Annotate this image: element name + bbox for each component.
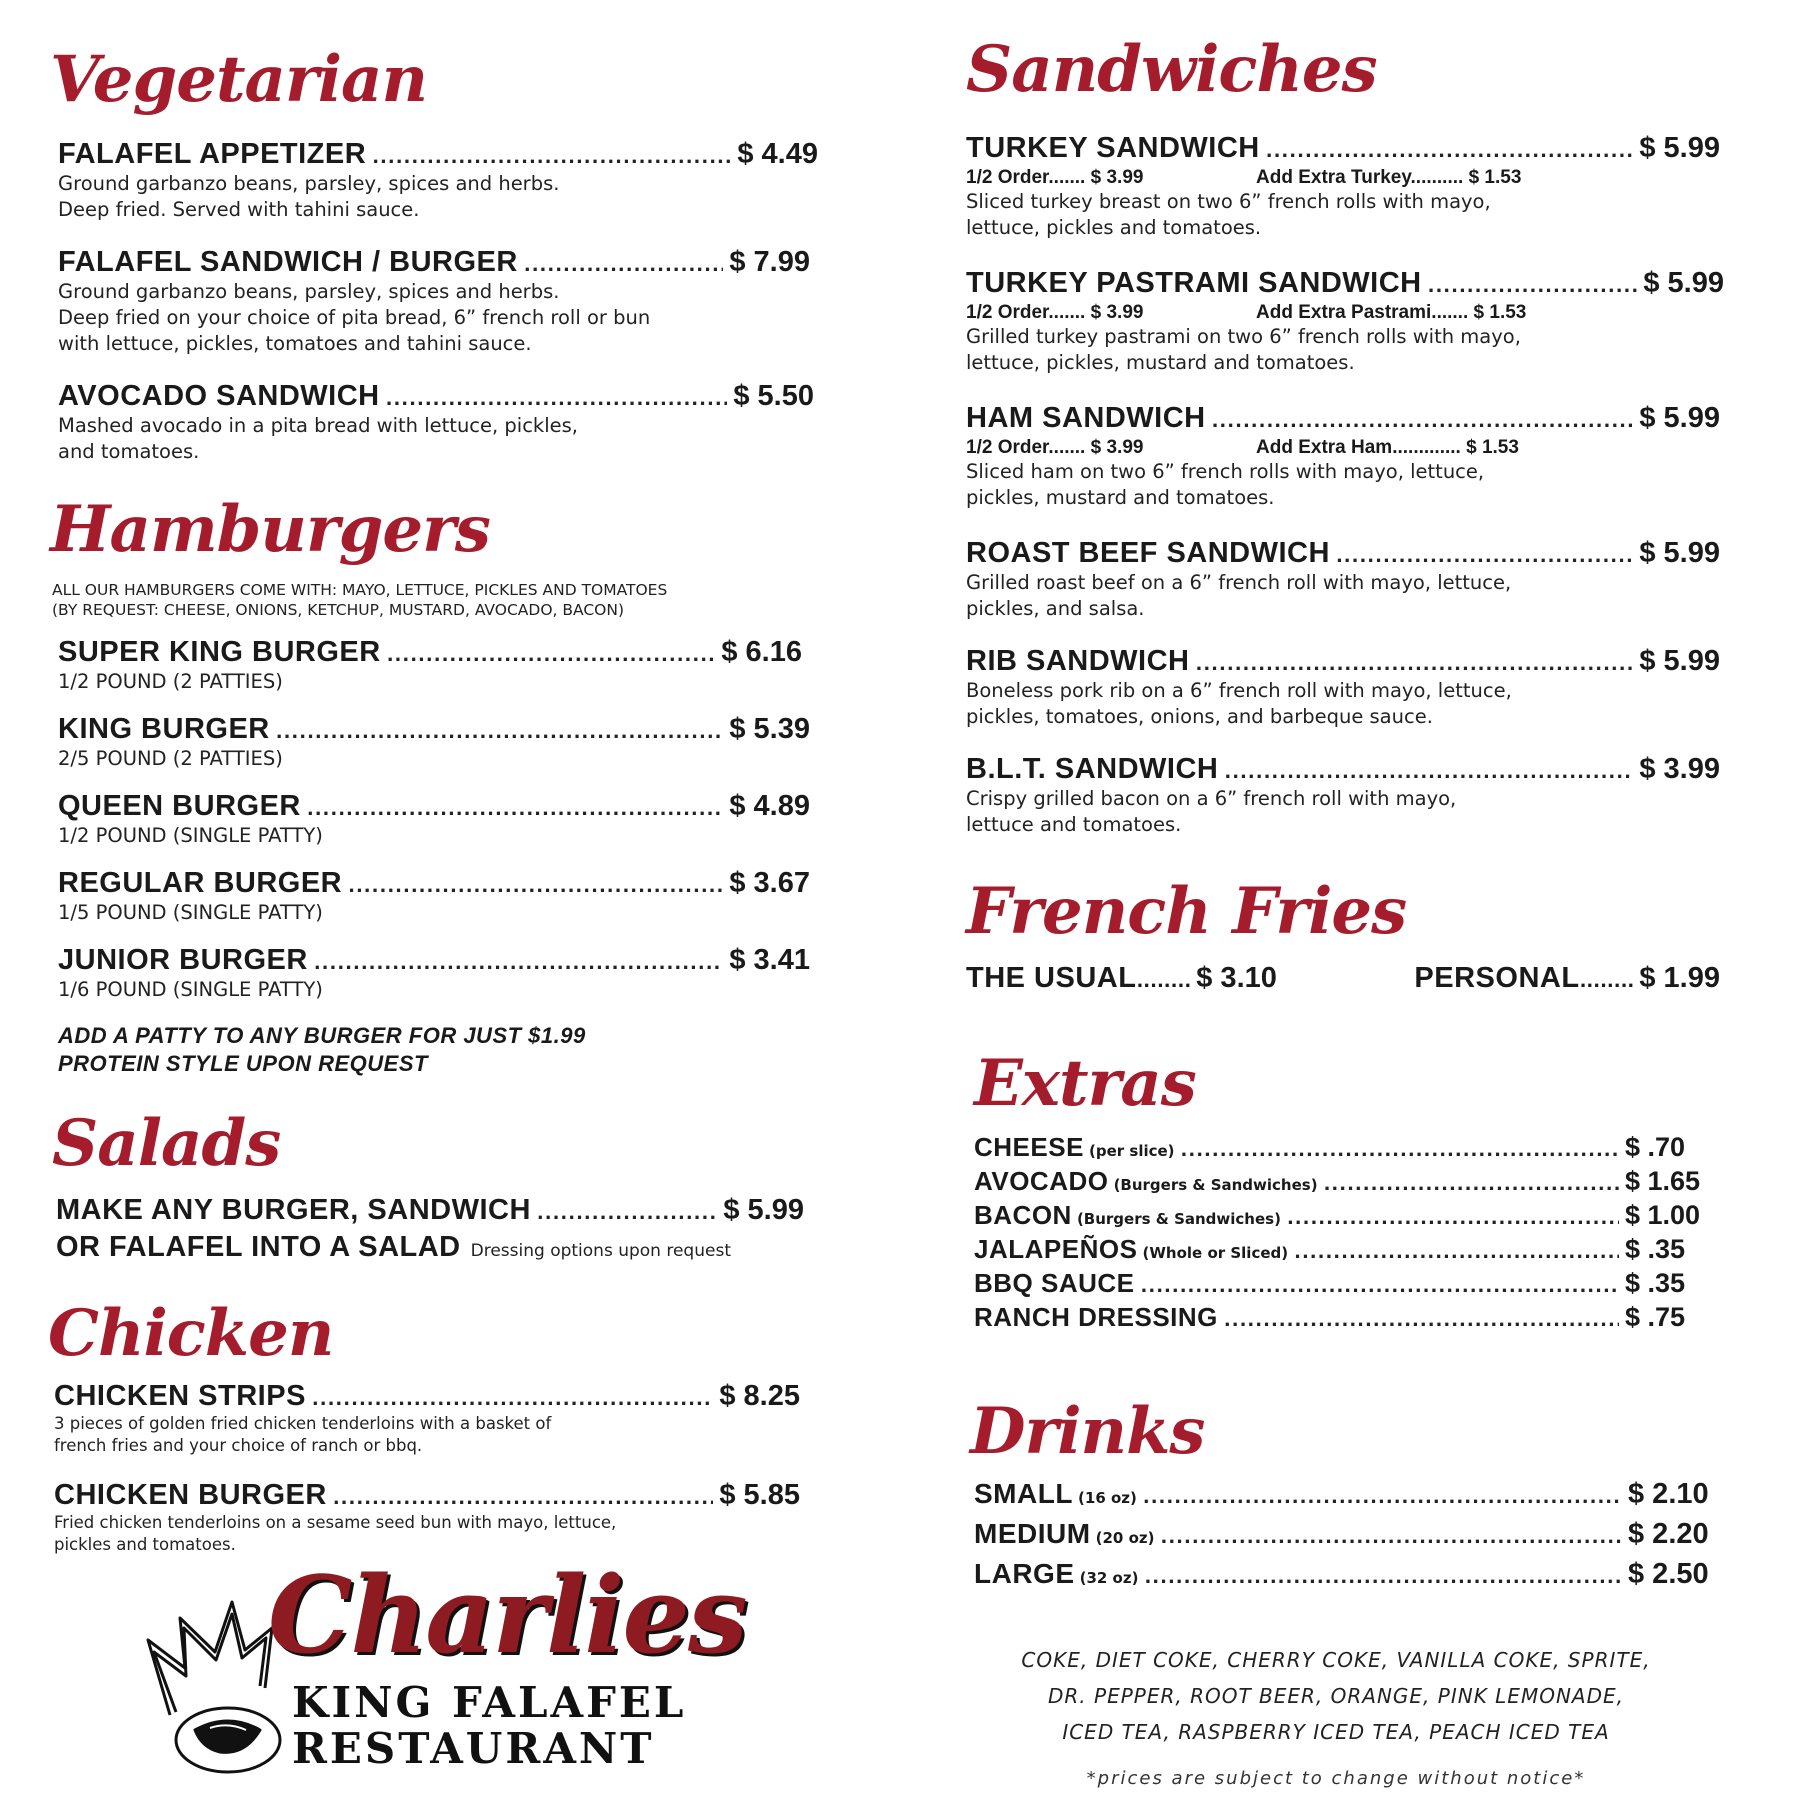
item-desc: 1/6 POUND (SINGLE PATTY) <box>58 978 323 1001</box>
drinks-title: Drinks <box>970 1394 1205 1469</box>
extra-price: $ 1.00 <box>1625 1200 1701 1230</box>
leader-dots <box>1224 1310 1619 1331</box>
item-price: $ 5.99 <box>723 1194 804 1226</box>
leader-dots <box>307 799 724 820</box>
menu-item-turkey-sandwich <box>966 132 1720 241</box>
drink-size: MEDIUM <box>974 1518 1091 1549</box>
extra-sub: (Whole or Sliced) <box>1142 1244 1289 1262</box>
item-price: $ 3.67 <box>729 867 810 899</box>
item-desc: Deep fried on your choice of pita bread, 6” french roll or bun <box>58 306 651 329</box>
item-name: KING BURGER <box>58 713 270 745</box>
extra-price: $ .75 <box>1625 1302 1686 1332</box>
leader-dots <box>1336 546 1633 567</box>
menu-item-chicken-burger <box>54 1479 800 1556</box>
dressing-note: Dressing options upon request <box>470 1241 731 1261</box>
item-desc: 2/5 POUND (2 PATTIES) <box>58 747 283 770</box>
leader-dots <box>1294 1242 1619 1263</box>
extra-name: JALAPEÑOS <box>974 1234 1138 1264</box>
menu-item-blt-sandwich <box>966 753 1720 838</box>
half-order-label: 1/2 Order....... <box>966 167 1086 188</box>
vegetarian-title: Vegetarian <box>50 42 428 117</box>
item-desc: pickles, and salsa. <box>966 597 1145 620</box>
menu-item-falafel-appetizer <box>58 138 818 223</box>
menu-item-roast-beef-sandwich <box>966 537 1720 622</box>
half-order-label: 1/2 Order....... <box>966 302 1086 323</box>
leader-dots <box>386 389 728 410</box>
item-price: $ 5.39 <box>729 713 810 745</box>
item-price: $ 4.49 <box>737 138 818 170</box>
extra-sub: (Burgers & Sandwiches) <box>1113 1176 1318 1194</box>
drink-item <box>974 1518 1728 1558</box>
fries-prices <box>966 962 1720 995</box>
salads-title: Salads <box>52 1106 281 1181</box>
menu-item-regular-burger <box>58 867 810 926</box>
item-price: $ 5.99 <box>1639 402 1720 434</box>
leader-dots <box>1160 1527 1622 1548</box>
half-order-price: $ 3.99 <box>1090 167 1144 188</box>
item-desc: Ground garbanzo beans, parsley, spices and herbs. <box>58 280 560 303</box>
extra-label: Add Extra Turkey.......... <box>1256 167 1464 188</box>
item-desc: lettuce and tomatoes. <box>966 813 1182 836</box>
leader-dots <box>1143 1487 1622 1508</box>
menu-item-super-king-burger <box>58 636 802 695</box>
note-line: (BY REQUEST: CHEESE, ONIONS, KETCHUP, MUSTARD, AVOCADO, BACON) <box>52 601 625 619</box>
item-desc: Mashed avocado in a pita bread with lettuce, pickles, <box>58 414 578 437</box>
menu-item-avocado-sandwich <box>58 380 814 465</box>
item-price: $ 5.99 <box>1639 645 1720 677</box>
menu-item-king-burger <box>58 713 810 772</box>
item-name: QUEEN BURGER <box>58 790 301 822</box>
logo-line2: RESTAURANT <box>292 1724 655 1773</box>
item-desc: 1/2 POUND (SINGLE PATTY) <box>58 824 323 847</box>
chicken-title: Chicken <box>48 1296 334 1371</box>
extra-name: RANCH DRESSING <box>974 1302 1218 1332</box>
half-order-label: 1/2 Order....... <box>966 437 1086 458</box>
leader-dots <box>1144 1567 1622 1588</box>
item-name: RIB SANDWICH <box>966 645 1190 677</box>
item-price: $ 5.99 <box>1639 132 1720 164</box>
half-order-price: $ 3.99 <box>1090 437 1144 458</box>
extra-price: $ .35 <box>1625 1234 1686 1264</box>
item-desc: 3 pieces of golden fried chicken tenderloins with a basket of <box>54 1414 552 1433</box>
logo-wordmark: Charlies <box>268 1552 746 1677</box>
fries-personal-price: $ 1.99 <box>1639 962 1720 994</box>
leader-dots: ........ <box>1136 971 1192 992</box>
drink-oz: (32 oz) <box>1079 1569 1139 1587</box>
item-desc: and tomatoes. <box>58 440 200 463</box>
extra-item <box>974 1268 1720 1302</box>
leader-dots <box>1212 411 1634 432</box>
item-name: REGULAR BURGER <box>58 867 343 899</box>
drinks-list <box>974 1478 1728 1598</box>
burger-promo <box>58 1022 586 1078</box>
menu-item-falafel-sandwich <box>58 246 810 357</box>
menu-item-queen-burger <box>58 790 810 849</box>
menu-item-rib-sandwich <box>966 645 1720 730</box>
item-desc: with lettuce, pickles, tomatoes and tahini sauce. <box>58 332 532 355</box>
order-options <box>966 302 1724 324</box>
leader-dots <box>1266 141 1634 162</box>
extra-name: BBQ SAUCE <box>974 1268 1135 1298</box>
order-options <box>966 167 1720 189</box>
extra-name: AVOCADO <box>974 1166 1109 1196</box>
item-price: $ 6.16 <box>721 636 802 668</box>
fries-usual-price: $ 3.10 <box>1196 962 1277 994</box>
drink-price: $ 2.10 <box>1628 1478 1709 1510</box>
leader-dots <box>537 1203 717 1224</box>
leader-dots <box>312 1389 713 1410</box>
item-price: $ 5.50 <box>733 380 814 412</box>
item-price: $ 5.99 <box>1643 267 1724 299</box>
item-name: ROAST BEEF SANDWICH <box>966 537 1330 569</box>
extras-title: Extras <box>974 1046 1196 1121</box>
item-name: CHICKEN STRIPS <box>54 1380 306 1412</box>
item-name-line2: OR FALAFEL INTO A SALAD <box>56 1231 461 1263</box>
extra-item <box>974 1200 1720 1234</box>
item-price: $ 5.85 <box>719 1479 800 1511</box>
extra-item <box>974 1166 1720 1200</box>
item-desc: Ground garbanzo beans, parsley, spices and herbs. <box>58 172 560 195</box>
price-disclaimer: *prices are subject to change without notice* <box>1086 1768 1586 1789</box>
leader-dots <box>372 147 731 168</box>
leader-dots <box>387 645 716 666</box>
item-name: SUPER KING BURGER <box>58 636 381 668</box>
item-price: $ 7.99 <box>729 246 810 278</box>
item-desc: pickles and tomatoes. <box>54 1535 236 1554</box>
drink-size: LARGE <box>974 1558 1075 1589</box>
leader-dots <box>1196 654 1634 675</box>
item-desc: pickles, mustard and tomatoes. <box>966 486 1275 509</box>
item-name: TURKEY SANDWICH <box>966 132 1260 164</box>
logo-line1: KING FALAFEL <box>292 1678 687 1727</box>
drink-price: $ 2.50 <box>1628 1558 1709 1590</box>
item-desc: Deep fried. Served with tahini sauce. <box>58 198 420 221</box>
menu-item-salad <box>56 1194 804 1264</box>
item-name: AVOCADO SANDWICH <box>58 380 380 412</box>
item-price: $ 4.89 <box>729 790 810 822</box>
leader-dots <box>314 953 724 974</box>
extra-label: Add Extra Pastrami....... <box>1256 302 1469 323</box>
drink-oz: (20 oz) <box>1095 1529 1155 1547</box>
item-desc: lettuce, pickles, mustard and tomatoes. <box>966 351 1355 374</box>
leader-dots <box>1287 1208 1619 1229</box>
item-name: HAM SANDWICH <box>966 402 1206 434</box>
restaurant-logo <box>140 1552 760 1780</box>
extra-price: $ .35 <box>1625 1268 1686 1298</box>
note-line: ALL OUR HAMBURGERS COME WITH: MAYO, LETTUCE, PICKLES AND TOMATOES <box>52 581 668 599</box>
extra-price: $ 1.53 <box>1466 437 1519 458</box>
extras-list <box>974 1132 1720 1336</box>
item-desc: lettuce, pickles and tomatoes. <box>966 216 1262 239</box>
leader-dots <box>1224 762 1633 783</box>
hamburgers-note <box>52 580 667 620</box>
leader-dots <box>348 876 723 897</box>
item-desc: pickles, tomatoes, onions, and barbeque sauce. <box>966 705 1433 728</box>
menu-item-chicken-strips <box>54 1380 800 1457</box>
item-desc: french fries and your choice of ranch or bbq. <box>54 1436 423 1455</box>
leader-dots <box>333 1488 714 1509</box>
promo-line: PROTEIN STYLE UPON REQUEST <box>58 1051 428 1076</box>
promo-line: ADD A PATTY TO ANY BURGER FOR JUST $1.99 <box>58 1023 586 1048</box>
item-name: B.L.T. SANDWICH <box>966 753 1219 785</box>
fries-personal-label: PERSONAL <box>1414 962 1580 994</box>
item-name: FALAFEL SANDWICH / BURGER <box>58 246 518 278</box>
menu-item-ham-sandwich <box>966 402 1720 511</box>
leader-dots: ........ <box>1579 971 1635 992</box>
extra-item <box>974 1302 1720 1336</box>
french-fries-title: French Fries <box>966 874 1407 949</box>
drink-flavors <box>966 1642 1706 1750</box>
item-price: $ 5.99 <box>1639 537 1720 569</box>
item-name: JUNIOR BURGER <box>58 944 308 976</box>
fries-usual-label: THE USUAL <box>966 962 1137 994</box>
drink-item <box>974 1558 1728 1598</box>
item-price: $ 3.99 <box>1639 753 1720 785</box>
item-name: MAKE ANY BURGER, SANDWICH <box>56 1194 531 1226</box>
leader-dots <box>524 255 724 276</box>
leader-dots <box>1324 1174 1619 1195</box>
item-desc: Sliced turkey breast on two 6” french rolls with mayo, <box>966 190 1491 213</box>
extra-sub: (Burgers & Sandwiches) <box>1076 1210 1281 1228</box>
extra-sub: (per slice) <box>1089 1142 1175 1160</box>
drink-price: $ 2.20 <box>1628 1518 1709 1550</box>
item-price: $ 8.25 <box>719 1380 800 1412</box>
item-name: TURKEY PASTRAMI SANDWICH <box>966 267 1422 299</box>
extra-price: $ .70 <box>1625 1132 1686 1162</box>
item-desc: Grilled turkey pastrami on two 6” french rolls with mayo, <box>966 325 1521 348</box>
extra-price: $ 1.65 <box>1625 1166 1701 1196</box>
drink-size: SMALL <box>974 1478 1073 1509</box>
item-desc: Sliced ham on two 6” french rolls with mayo, lettuce, <box>966 460 1485 483</box>
leader-dots <box>1428 276 1638 297</box>
extra-item <box>974 1132 1720 1166</box>
item-desc: Crispy grilled bacon on a 6” french roll with mayo, <box>966 787 1457 810</box>
item-desc: Fried chicken tenderloins on a sesame seed bun with mayo, lettuce, <box>54 1513 617 1532</box>
extra-name: CHEESE <box>974 1132 1084 1162</box>
item-name: CHICKEN BURGER <box>54 1479 327 1511</box>
extra-item <box>974 1234 1720 1268</box>
item-price: $ 3.41 <box>729 944 810 976</box>
leader-dots <box>1141 1276 1619 1297</box>
item-desc: 1/2 POUND (2 PATTIES) <box>58 670 283 693</box>
flavor-line: COKE, DIET COKE, CHERRY COKE, VANILLA COKE, SPRITE, <box>1021 1648 1651 1672</box>
flavor-line: ICED TEA, RASPBERRY ICED TEA, PEACH ICED TEA <box>1062 1720 1610 1744</box>
item-desc: Grilled roast beef on a 6” french roll with mayo, lettuce, <box>966 571 1512 594</box>
half-order-price: $ 3.99 <box>1090 302 1144 323</box>
extra-price: $ 1.53 <box>1468 167 1522 188</box>
drink-oz: (16 oz) <box>1078 1489 1137 1507</box>
extra-name: BACON <box>974 1200 1072 1230</box>
item-name: FALAFEL APPETIZER <box>58 138 367 170</box>
flavor-line: DR. PEPPER, ROOT BEER, ORANGE, PINK LEMONADE, <box>1048 1684 1624 1708</box>
extra-price: $ 1.53 <box>1473 302 1527 323</box>
drink-item <box>974 1478 1728 1518</box>
item-desc: 1/5 POUND (SINGLE PATTY) <box>58 901 323 924</box>
leader-dots <box>276 722 724 743</box>
order-options <box>966 437 1720 459</box>
hamburgers-title: Hamburgers <box>50 492 490 567</box>
menu-item-turkey-pastrami-sandwich <box>966 267 1724 376</box>
leader-dots <box>1181 1140 1619 1161</box>
extra-label: Add Extra Ham............. <box>1256 437 1461 458</box>
item-desc: Boneless pork rib on a 6” french roll with mayo, lettuce, <box>966 679 1512 702</box>
sandwiches-title: Sandwiches <box>966 32 1377 107</box>
menu-item-junior-burger <box>58 944 810 1003</box>
